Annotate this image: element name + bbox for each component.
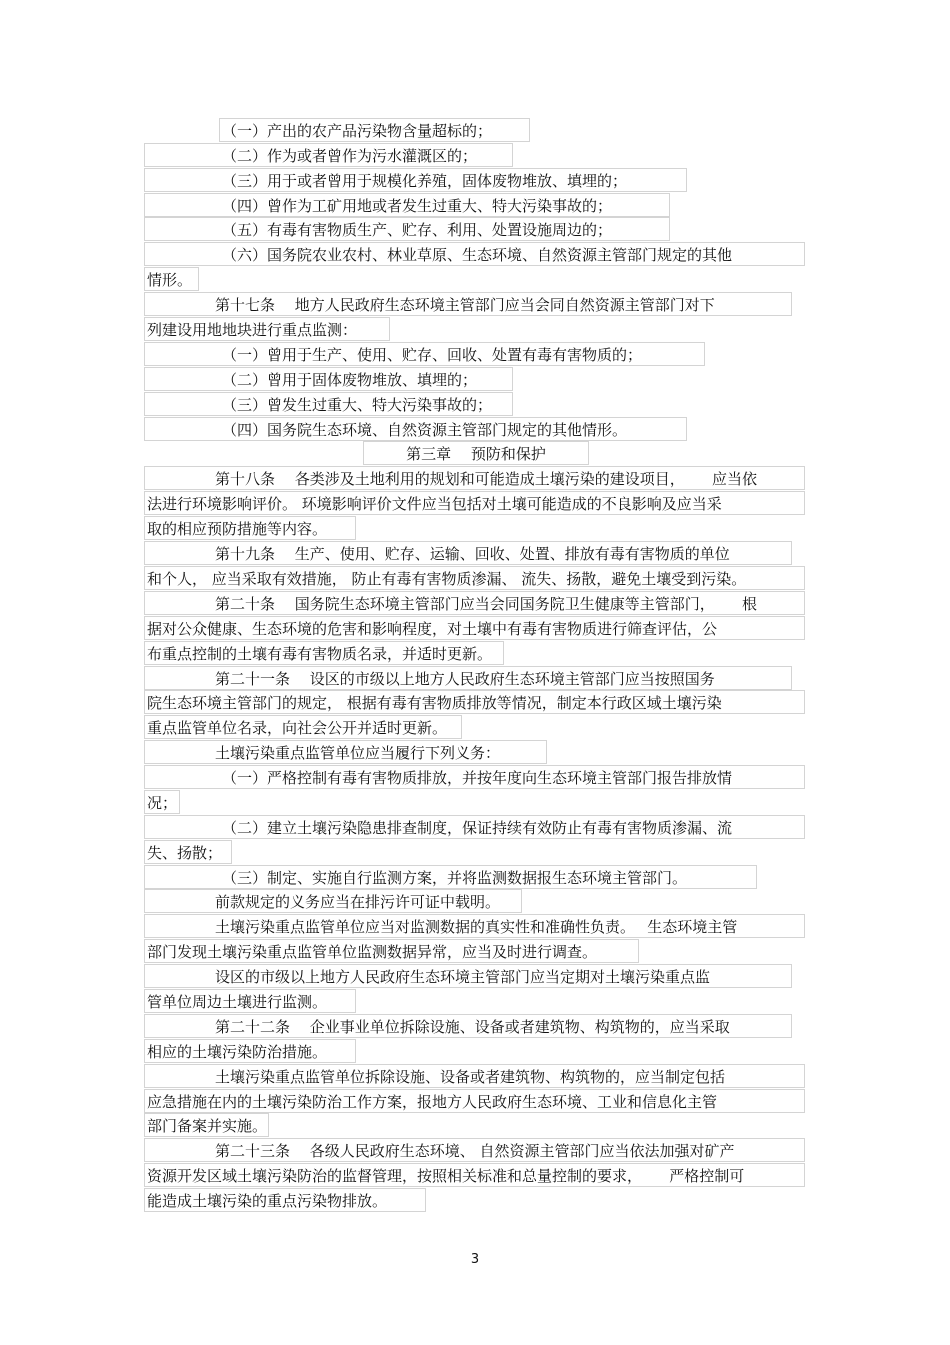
text-line: 情形。 bbox=[144, 267, 199, 291]
text-line: （三）用于或者曾用于规模化养殖，固体废物堆放、填埋的； bbox=[144, 168, 687, 192]
text-line: 设区的市级以上地方人民政府生态环境主管部门应当定期对土壤污染重点监 bbox=[144, 964, 792, 988]
text-line: （四）曾作为工矿用地或者发生过重大、特大污染事故的； bbox=[144, 193, 670, 217]
text-line: （一）产出的农产品污染物含量超标的； bbox=[219, 118, 530, 142]
text-line: （二）建立土壤污染隐患排查制度，保证持续有效防止有毒有害物质渗漏、流 bbox=[144, 815, 805, 839]
article-23-heading-line: 第二十三条 各级人民政府生态环境、 自然资源主管部门应当依法加强对矿产 bbox=[144, 1138, 805, 1162]
text-line: （二）曾用于固体废物堆放、填埋的； bbox=[144, 367, 513, 391]
text-line: （二）作为或者曾作为污水灌溉区的； bbox=[144, 143, 513, 167]
text-line: 相应的土壤污染防治措施。 bbox=[144, 1039, 356, 1063]
text-line: 部门备案并实施。 bbox=[144, 1113, 269, 1137]
text-line: 资源开发区域土壤污染防治的监督管理，按照相关标准和总量控制的要求， 严格控制可 bbox=[144, 1163, 805, 1187]
text-line: （三）曾发生过重大、特大污染事故的； bbox=[144, 392, 513, 416]
chapter-heading: 第三章 预防和保护 bbox=[363, 441, 589, 465]
text-line: （一）曾用于生产、使用、贮存、回收、处置有毒有害物质的； bbox=[144, 342, 705, 366]
text-line: 前款规定的义务应当在排污许可证中载明。 bbox=[144, 889, 522, 913]
text-line: 列建设用地地块进行重点监测： bbox=[144, 317, 390, 341]
article-20-heading-line: 第二十条 国务院生态环境主管部门应当会同国务院卫生健康等主管部门， 根 bbox=[144, 591, 805, 615]
text-line: （四）国务院生态环境、自然资源主管部门规定的其他情形。 bbox=[144, 417, 687, 441]
text-line: 应急措施在内的土壤污染防治工作方案，报地方人民政府生态环境、工业和信息化主管 bbox=[144, 1089, 805, 1113]
text-line: 土壤污染重点监管单位拆除设施、设备或者建筑物、构筑物的，应当制定包括 bbox=[144, 1064, 805, 1088]
text-line: （三）制定、实施自行监测方案，并将监测数据报生态环境主管部门。 bbox=[144, 865, 757, 889]
text-line: 土壤污染重点监管单位应当对监测数据的真实性和准确性负责。 生态环境主管 bbox=[144, 914, 805, 938]
text-line: 重点监管单位名录，向社会公开并适时更新。 bbox=[144, 715, 462, 739]
page-number: 3 bbox=[470, 1252, 480, 1267]
article-18-heading-line: 第十八条 各类涉及土地利用的规划和可能造成土壤污染的建设项目， 应当依 bbox=[144, 466, 805, 490]
text-line: 取的相应预防措施等内容。 bbox=[144, 516, 356, 540]
text-line: 和个人， 应当采取有效措施， 防止有毒有害物质渗漏、 流失、扬散，避免土壤受到污染。 bbox=[144, 566, 805, 590]
text-line: （一）严格控制有毒有害物质排放，并按年度向生态环境主管部门报告排放情 bbox=[144, 765, 805, 789]
text-line: 据对公众健康、生态环境的危害和影响程度，对土壤中有毒有害物质进行筛查评估，公 bbox=[144, 616, 805, 640]
text-line: 院生态环境主管部门的规定， 根据有毒有害物质排放等情况，制定本行政区域土壤污染 bbox=[144, 690, 805, 714]
article-21-heading-line: 第二十一条 设区的市级以上地方人民政府生态环境主管部门应当按照国务 bbox=[144, 666, 792, 690]
text-line: （六）国务院农业农村、林业草原、生态环境、自然资源主管部门规定的其他 bbox=[144, 242, 805, 266]
text-line: 土壤污染重点监管单位应当履行下列义务： bbox=[144, 740, 547, 764]
text-line: 管单位周边土壤进行监测。 bbox=[144, 989, 356, 1013]
text-line: 能造成土壤污染的重点污染物排放。 bbox=[144, 1188, 426, 1212]
text-line: （五）有毒有害物质生产、贮存、利用、处置设施周边的； bbox=[144, 217, 670, 241]
text-line: 布重点控制的土壤有毒有害物质名录，并适时更新。 bbox=[144, 641, 504, 665]
text-line: 部门发现土壤污染重点监管单位监测数据异常，应当及时进行调查。 bbox=[144, 939, 639, 963]
article-22-heading-line: 第二十二条 企业事业单位拆除设施、设备或者建筑物、构筑物的，应当采取 bbox=[144, 1014, 792, 1038]
text-line: 失、扬散； bbox=[144, 840, 232, 864]
article-17-heading-line: 第十七条 地方人民政府生态环境主管部门应当会同自然资源主管部门对下 bbox=[144, 292, 792, 316]
article-19-heading-line: 第十九条 生产、使用、贮存、运输、回收、处置、排放有毒有害物质的单位 bbox=[144, 541, 792, 565]
text-line: 况； bbox=[144, 790, 180, 814]
text-line: 法进行环境影响评价。 环境影响评价文件应当包括对土壤可能造成的不良影响及应当采 bbox=[144, 491, 805, 515]
